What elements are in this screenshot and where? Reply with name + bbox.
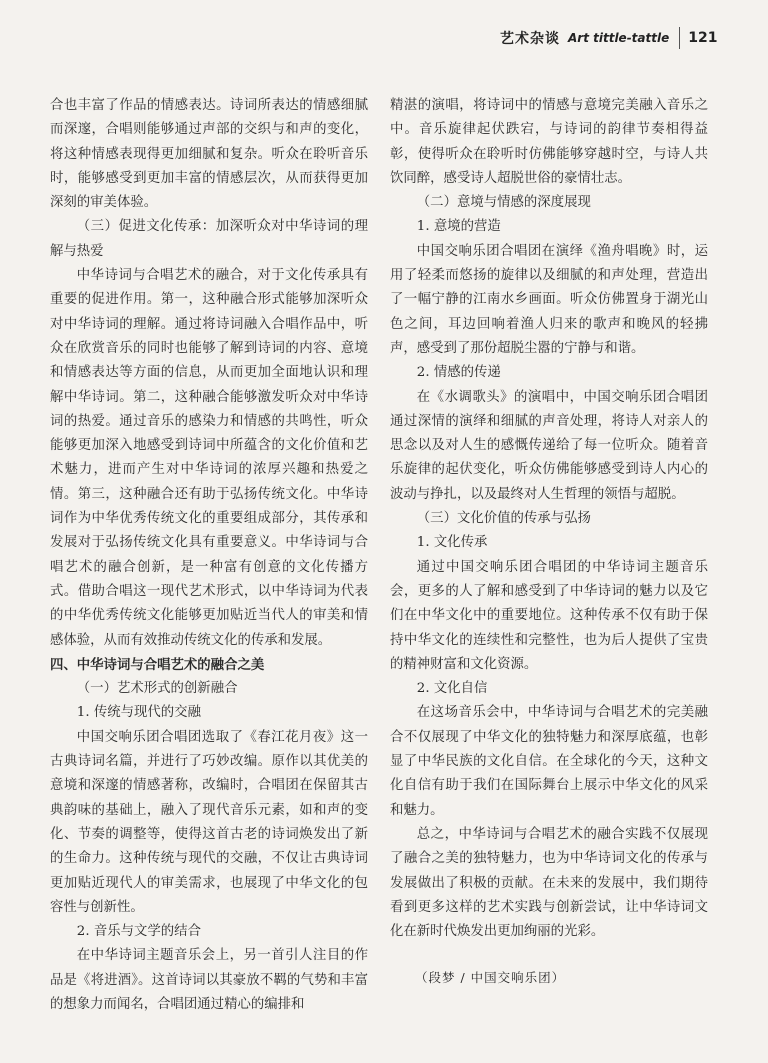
page-header: [0, 0, 768, 80]
paragraph: 在《水调歌头》的演唱中，中国交响乐团合唱团通过深情的演绎和细腻的声音处理，将诗人对亲人的思念以及对人生的感慨传递给了每一位听众。随着音乐旋律的起伏变化，听众仿佛能够感受到诗人内心的波动与挣扎，以及最终对人生哲理的领悟与超脱。: [390, 389, 708, 502]
paragraph: 中国交响乐团合唱团选取了《春江花月夜》这一古典诗词名篇，并进行了巧妙改编。原作以其优美的意境和深邃的情感著称，改编时，合唱团在保留其古典韵味的基础上，融入了现代音乐元素，如和声的变化、节奏的调整等，使得这首古老的诗词焕发出了新的生命力。这种传统与现代的交融，不仅让古典诗词更加贴近现代人的审美需求，也展现了中华文化的包容性与创新性。: [50, 729, 368, 915]
minor-heading: 2. 音乐与文学的结合: [76, 924, 201, 940]
paragraph: 在中华诗词主题音乐会上，另一首引人注目的作品是《将进酒》。这首诗词以其豪放不羁的气势和丰富的想象力而闻名，合唱团通过精心的编排和: [50, 948, 368, 1012]
author-attribution: （段梦 / 中国交响乐团）: [415, 970, 566, 986]
subsection-heading: （一）艺术形式的创新融合: [76, 681, 238, 697]
header-band: [500, 24, 768, 52]
left-column: [50, 94, 368, 1017]
column-title: 艺术杂谈: [500, 31, 560, 47]
paragraph: 通过中国交响乐团合唱团的中华诗词主题音乐会，更多的人了解和感受到了中华诗词的魅力以及它们在中华文化中的重要地位。这种传承不仅有助于保持中华文化的连续性和完整性，也为后人提供了宝贵的精神财富和文化资源。: [390, 559, 708, 672]
paragraph: 精湛的演唱，将诗词中的情感与意境完美融入音乐之中。音乐旋律起伏跌宕，与诗词的韵律节奏相得益彰，使得听众在聆听时仿佛能够穿越时空，与诗人共饮同醉，感受诗人超脱世俗的豪情壮志。: [390, 98, 708, 186]
page-number: 121: [688, 30, 718, 46]
header-divider: [679, 27, 680, 49]
paragraph: 总之，中华诗词与合唱艺术的融合实践不仅展现了融合之美的独特魅力，也为中华诗词文化的传承与发展做出了积极的贡献。在未来的发展中，我们期待看到更多这样的艺术实践与创新尝试，让中华诗词文化在新时代焕发出更加绚丽的光彩。: [390, 826, 708, 940]
minor-heading: 1. 意境的营造: [416, 219, 501, 235]
paragraph: 中国交响乐团合唱团在演绎《渔舟唱晚》时，运用了轻柔而悠扬的旋律以及细腻的和声处理，营造出了一幅宁静的江南水乡画面。听众仿佛置身于湖光山色之间，耳边回响着渔人归来的歌声和晚风的轻拂声，感受到了那份超脱尘嚣的宁静与和谐。: [390, 243, 708, 356]
right-column: [390, 94, 708, 991]
column-subtitle: Art tittle-tattle: [568, 31, 670, 45]
subsection-heading: （三）促进文化传承：加深听众对中华诗词的理解与热爱: [50, 219, 368, 259]
paragraph: 在这场音乐会中，中华诗词与合唱艺术的完美融合不仅展现了中华文化的独特魅力和深厚底蕴，也彰显了中华民族的文化自信。在全球化的今天，这种文化自信有助于我们在国际舞台上展示中华文化的风采和魅力。: [390, 705, 708, 818]
subsection-heading: （三）文化价值的传承与弘扬: [416, 511, 591, 527]
paragraph: 合也丰富了作品的情感表达。诗词所表达的情感细腻而深邃，合唱则能够通过声部的交织与和声的变化，将这种情感表现得更加细腻和复杂。听众在聆听音乐时，能够感受到更加丰富的情感层次，从而获得更加深刻的审美体验。: [50, 98, 368, 211]
minor-heading: 1. 文化传承: [416, 535, 488, 551]
minor-heading: 2. 文化自信: [416, 681, 488, 697]
subsection-heading: （二）意境与情感的深度展现: [416, 195, 591, 211]
minor-heading: 2. 情感的传递: [416, 365, 501, 381]
paragraph: 中华诗词与合唱艺术的融合，对于文化传承具有重要的促进作用。第一，这种融合形式能够加深听众对中华诗词的理解。通过将诗词融入合唱作品中，听众在欣赏音乐的同时也能够了解到诗词的内容、意境和情感表达等方面的信息，从而更加全面地认识和理解中华诗词。第二，这种融合能够激发听众对中华诗词的热爱。通过音乐的感染力和情感的共鸣性，听众能够更加深入地感受到诗词中所蕴含的文化价值和艺术魅力，进而产生对中华诗词的浓厚兴趣和热爱之情。第三，这种融合还有助于弘扬传统文化。中华诗词作为中华优秀传统文化的重要组成部分，其传承和发展对于弘扬传统文化具有重要意义。中华诗词与合唱艺术的融合创新，是一种富有创意的文化传播方式。借助合唱这一现代艺术形式，以中华诗词为代表的中华优秀传统文化能够更加贴近当代人的审美和情感体验，从而有效推动传统文化的传承和发展。: [50, 268, 368, 648]
section-heading: 四、中华诗词与合唱艺术的融合之美: [50, 656, 265, 673]
minor-heading: 1. 传统与现代的交融: [76, 705, 201, 721]
